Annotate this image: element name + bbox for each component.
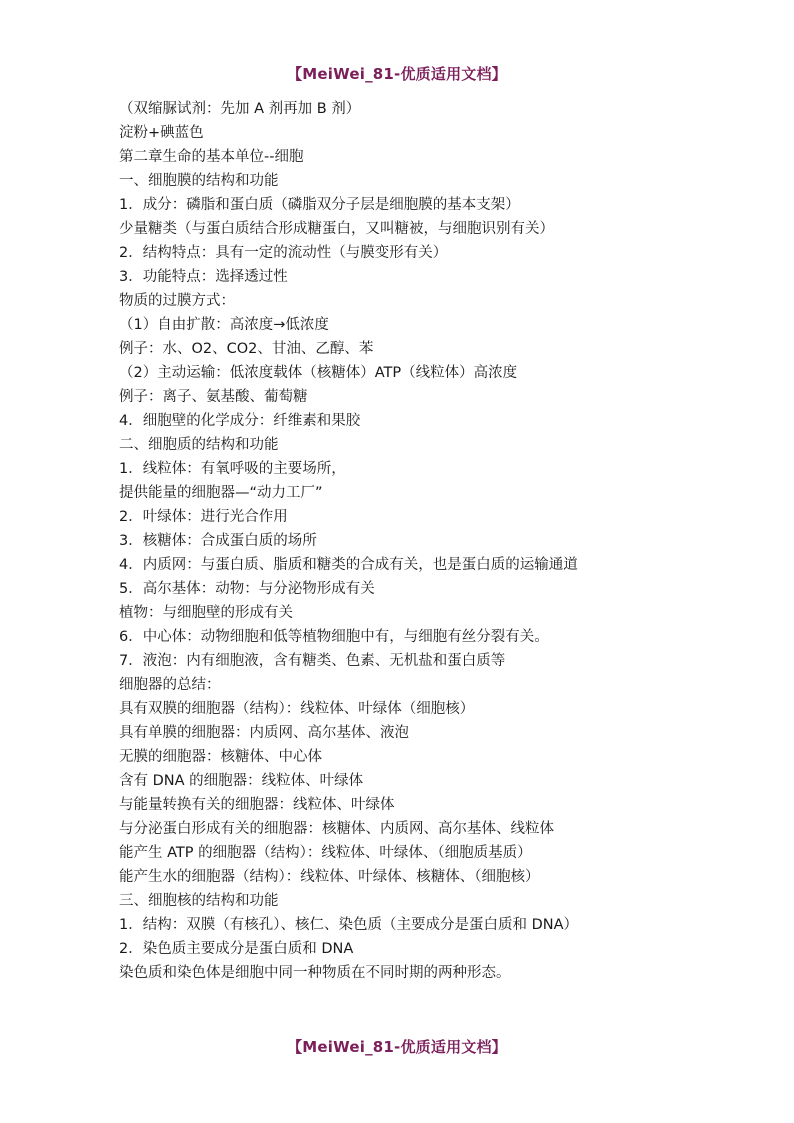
text-line: 2．结构特点：具有一定的流动性（与膜变形有关） <box>119 245 448 261</box>
text-line: 3．功能特点：选择透过性 <box>119 269 288 285</box>
text-line: 具有单膜的细胞器：内质网、高尔基体、液泡 <box>119 725 409 741</box>
text-line: 含有 DNA 的细胞器：线粒体、叶绿体 <box>119 773 364 789</box>
page-footer: 【MeiWei_81-优质适用文档】 <box>287 1038 507 1056</box>
text-line: （双缩脲试剂：先加 A 剂再加 B 剂） <box>119 101 361 117</box>
text-line: 例子：水、O2、CO2、甘油、乙醇、苯 <box>119 341 374 357</box>
text-line: 7．液泡：内有细胞液，含有糖类、色素、无机盐和蛋白质等 <box>119 653 506 669</box>
text-line: 4．细胞壁的化学成分：纤维素和果胶 <box>119 413 361 429</box>
page-header: 【MeiWei_81-优质适用文档】 <box>287 65 507 83</box>
text-line: 4．内质网：与蛋白质、脂质和糖类的合成有关，也是蛋白质的运输通道 <box>119 557 578 573</box>
text-line: 例子：离子、氨基酸、葡萄糖 <box>119 389 308 405</box>
section-heading: 三、细胞核的结构和功能 <box>119 893 279 909</box>
text-line: 能产生 ATP 的细胞器（结构）：线粒体、叶绿体、（细胞质基质） <box>119 845 532 861</box>
section-heading: 一、细胞膜的结构和功能 <box>119 173 279 189</box>
text-line: 1．成分：磷脂和蛋白质（磷脂双分子层是细胞膜的基本支架） <box>119 197 520 213</box>
text-line: 提供能量的细胞器—“动力工厂” <box>119 485 323 501</box>
document-body <box>119 97 759 985</box>
text-line: 3．核糖体：合成蛋白质的场所 <box>119 533 317 549</box>
text-line: 能产生水的细胞器（结构）：线粒体、叶绿体、核糖体、（细胞核） <box>119 869 540 885</box>
section-heading: 二、细胞质的结构和功能 <box>119 437 279 453</box>
text-line: 1．结构：双膜（有核孔）、核仁、染色质（主要成分是蛋白质和 DNA） <box>119 917 579 933</box>
text-line: 染色质和染色体是细胞中同一种物质在不同时期的两种形态。 <box>119 965 511 981</box>
text-line: 与能量转换有关的细胞器：线粒体、叶绿体 <box>119 797 395 813</box>
text-line: 5．高尔基体：动物：与分泌物形成有关 <box>119 581 375 597</box>
text-line: 植物：与细胞壁的形成有关 <box>119 605 293 621</box>
text-line: 1．线粒体：有氧呼吸的主要场所， <box>119 461 346 477</box>
text-line: 物质的过膜方式： <box>119 293 235 309</box>
text-line: 细胞器的总结： <box>119 677 221 693</box>
text-line: 无膜的细胞器：核糖体、中心体 <box>119 749 322 765</box>
text-line: （2）主动运输：低浓度载体（核糖体）ATP（线粒体）高浓度 <box>119 365 518 381</box>
text-line: 淀粉+碘蓝色 <box>119 125 204 141</box>
text-line: 6．中心体：动物细胞和低等植物细胞中有，与细胞有丝分裂有关。 <box>119 629 549 645</box>
text-line: （1）自由扩散：高浓度→低浓度 <box>119 317 329 333</box>
text-line: 与分泌蛋白形成有关的细胞器：核糖体、内质网、高尔基体、线粒体 <box>119 821 554 837</box>
text-line: 2．叶绿体：进行光合作用 <box>119 509 288 525</box>
text-line: 2．染色质主要成分是蛋白质和 DNA <box>119 941 354 957</box>
text-line: 少量糖类（与蛋白质结合形成糖蛋白，又叫糖被，与细胞识别有关） <box>119 221 554 237</box>
text-line: 具有双膜的细胞器（结构）：线粒体、叶绿体（细胞核） <box>119 701 475 717</box>
chapter-heading: 第二章生命的基本单位--细胞 <box>119 149 304 165</box>
